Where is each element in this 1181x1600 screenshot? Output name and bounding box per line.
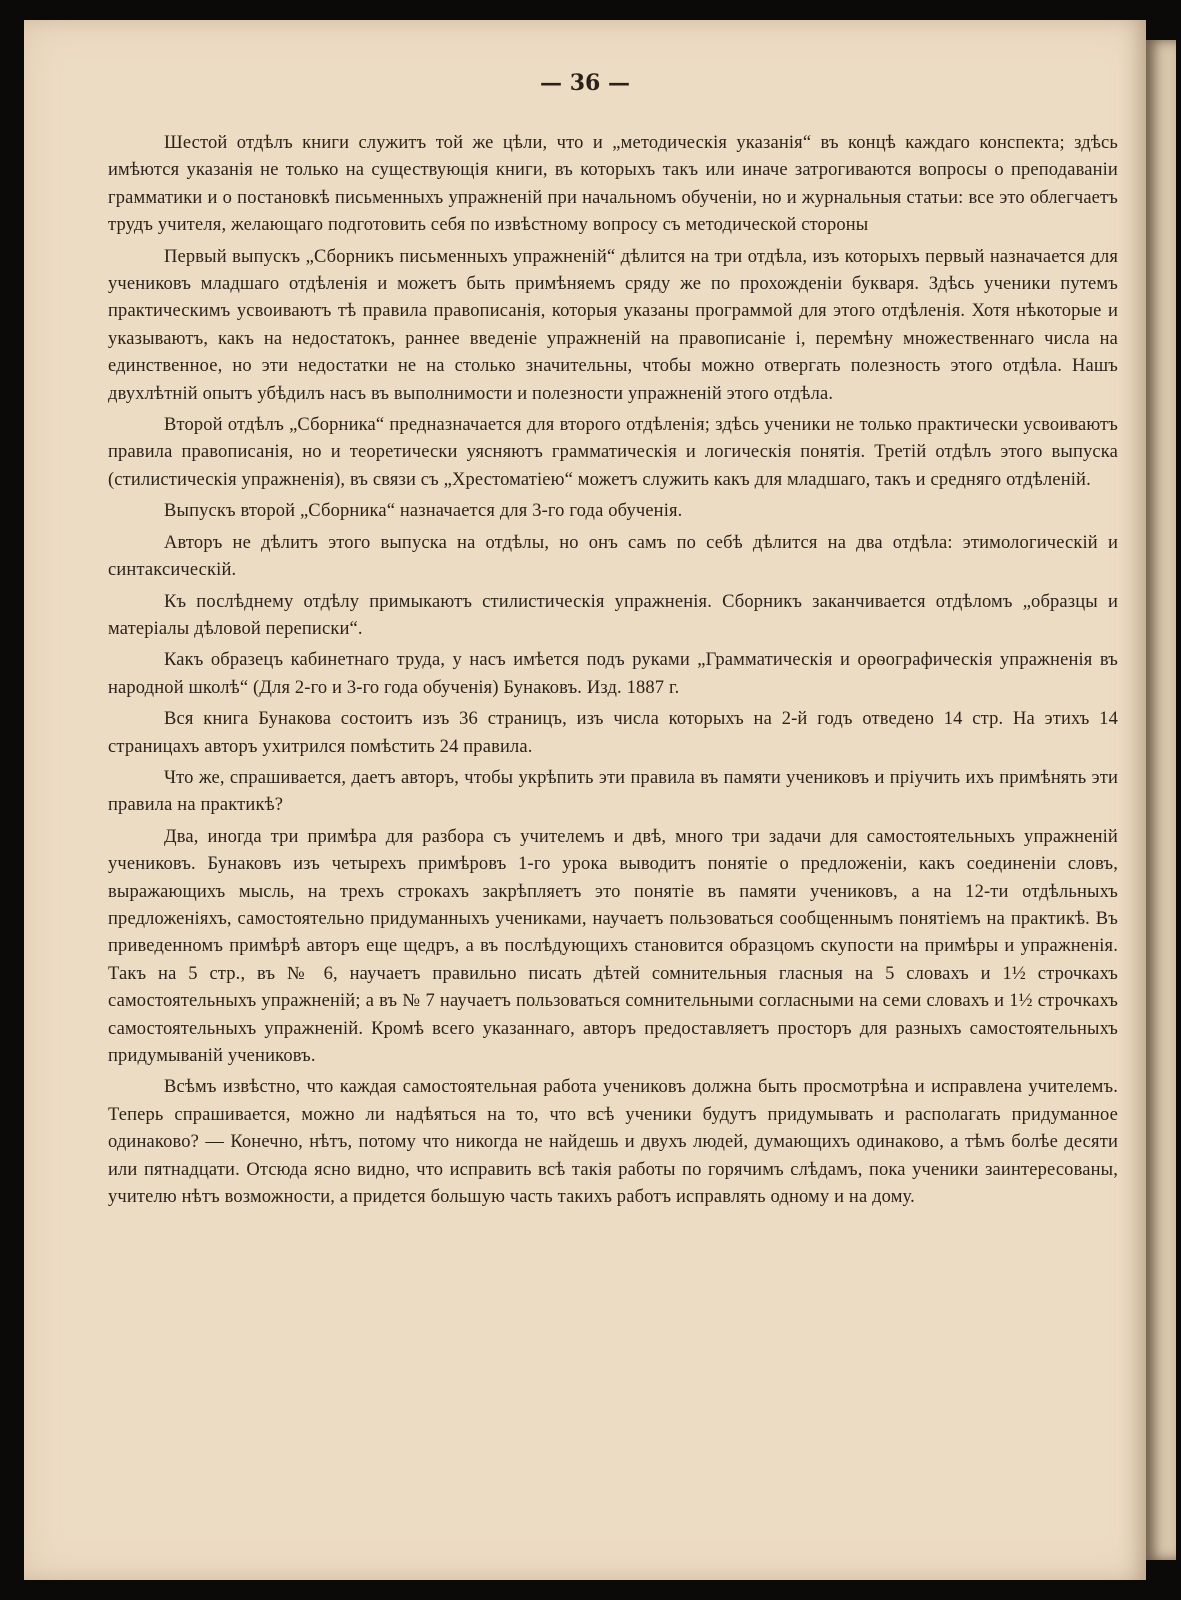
adjacent-page-edge	[1146, 40, 1176, 1560]
paragraph-10: Два, иногда три примѣра для разбора съ учителемъ и двѣ, много три задачи для самостоятельныхъ упражненій учениковъ. Бунаковъ изъ четырехъ примѣровъ 1-го урока выводитъ понятіе о предложеніи, какъ соединеніи словъ, выражающихъ мысль, на трехъ строкахъ закрѣпляетъ это понятіе въ памяти учениковъ, а на 12-ти отдѣльныхъ предложеніяхъ, самостоятельно придуманныхъ учениками, научаетъ пользоваться сообщеннымъ понятіемъ на практикѣ. Въ приведенномъ примѣрѣ авторъ еще щедръ, а въ послѣдующихъ становится образцомъ скупости на примѣры и упражненія. Такъ на 5 стр., въ № 6, научаетъ правильно писать дѣтей сомнительныя гласныя на 5 словахъ и 1½ строчкахъ самостоятельныхъ упражненій; а въ № 7 научаетъ пользоваться сомнительными согласными на семи словахъ и 1½ строчкахъ самостоятельныхъ упражненій. Кромѣ всего указаннаго, авторъ предоставляетъ просторъ для разныхъ самостоятельныхъ придумываній учениковъ.	[108, 826, 1118, 1066]
paragraph-11: Всѣмъ извѣстно, что каждая самостоятельная работа учениковъ должна быть просмотрѣна и исправлена учителемъ. Теперь спрашивается, можно ли надѣяться на то, что всѣ ученики будутъ придумывать и располагать придуманное одинаково? — Конечно, нѣтъ, потому что никогда не найдешь и двухъ людей, думающихъ одинаково, а тѣмъ болѣе десяти или пятнадцати. Отсюда ясно видно, что исправить всѣ такія работы по горячимъ слѣдамъ, пока ученики заинтересованы, учителю нѣтъ возможности, а придется большую часть такихъ работъ исправлять одному и на дому.	[108, 1077, 1118, 1208]
paragraph-9: Что же, спрашивается, даетъ авторъ, чтобы укрѣпить эти правила въ памяти учениковъ и пріучить ихъ примѣнять эти правила на практикѣ?	[108, 767, 1118, 816]
paragraph-3: Второй отдѣлъ „Сборника“ предназначается для второго отдѣленія; здѣсь ученики не только практически усвоиваютъ правила правописанія, но и теоретически уясняютъ грамматическія и логическія понятія. Третій отдѣлъ этого выпуска (стилистическія упражненія), въ связи съ „Хрестоматіею“ можетъ служить какъ для младшаго, такъ и средняго отдѣленій.	[108, 415, 1118, 490]
paragraph-2: Первый выпускъ „Сборникъ письменныхъ упражненій“ дѣлится на три отдѣла, изъ которыхъ первый назначается для учениковъ младшаго отдѣленія и можетъ быть примѣняемъ сряду же по прохожденіи букваря. Здѣсь ученики путемъ практическимъ усвоиваютъ тѣ правила правописанія, которыя указаны программой для этого отдѣленія. Хотя нѣкоторые и указываютъ, какъ на недостатокъ, раннее введеніе упражненій на правописаніе і, перемѣну множественнаго числа на единственное, но эти недостатки не на столько значительны, чтобы можно отвергать полезность этого отдѣла. Нашъ двухлѣтній опытъ убѣдилъ насъ въ выполнимости и полезности упражненій этого отдѣла.	[108, 246, 1118, 404]
page-number: — 36 —	[540, 70, 630, 96]
paragraph-5: Авторъ не дѣлитъ этого выпуска на отдѣлы, но онъ самъ по себѣ дѣлится на два отдѣла: этимологическій и синтаксическій.	[108, 532, 1118, 581]
body-text	[108, 130, 1118, 1215]
paragraph-8: Вся книга Бунакова состоитъ изъ 36 страницъ, изъ числа которыхъ на 2-й годъ отведено 14 стр. На этихъ 14 страницахъ авторъ ухитрился помѣстить 24 правила.	[108, 709, 1118, 757]
paragraph-6: Къ послѣднему отдѣлу примыкаютъ стилистическія упражненія. Сборникъ заканчивается отдѣломъ „образцы и матеріалы дѣловой переписки“.	[108, 591, 1118, 639]
paragraph-7: Какъ образецъ кабинетнаго труда, у насъ имѣется подъ руками „Грамматическія и орѳографическія упражненія въ народной школѣ“ (Для 2-го и 3-го года обученія) Бунаковъ. Изд. 1887 г.	[108, 650, 1118, 698]
paper-sheet	[24, 20, 1146, 1580]
paragraph-1: Шестой отдѣлъ книги служитъ той же цѣли, что и „методическія указанія“ въ концѣ каждаго конспекта; здѣсь имѣются указанія не только на существующія книги, въ которыхъ такъ или иначе затрогиваются вопросы о преподаваніи грамматики и о постановкѣ письменныхъ упражненій при начальномъ обученіи, но и журнальныя статьи: все это облегчаетъ трудъ учителя, желающаго подготовить себя по извѣстному вопросу съ методической стороны	[108, 133, 1118, 236]
paragraph-4: Выпускъ второй „Сборника“ назначается для 3-го года обученія.	[164, 501, 683, 522]
